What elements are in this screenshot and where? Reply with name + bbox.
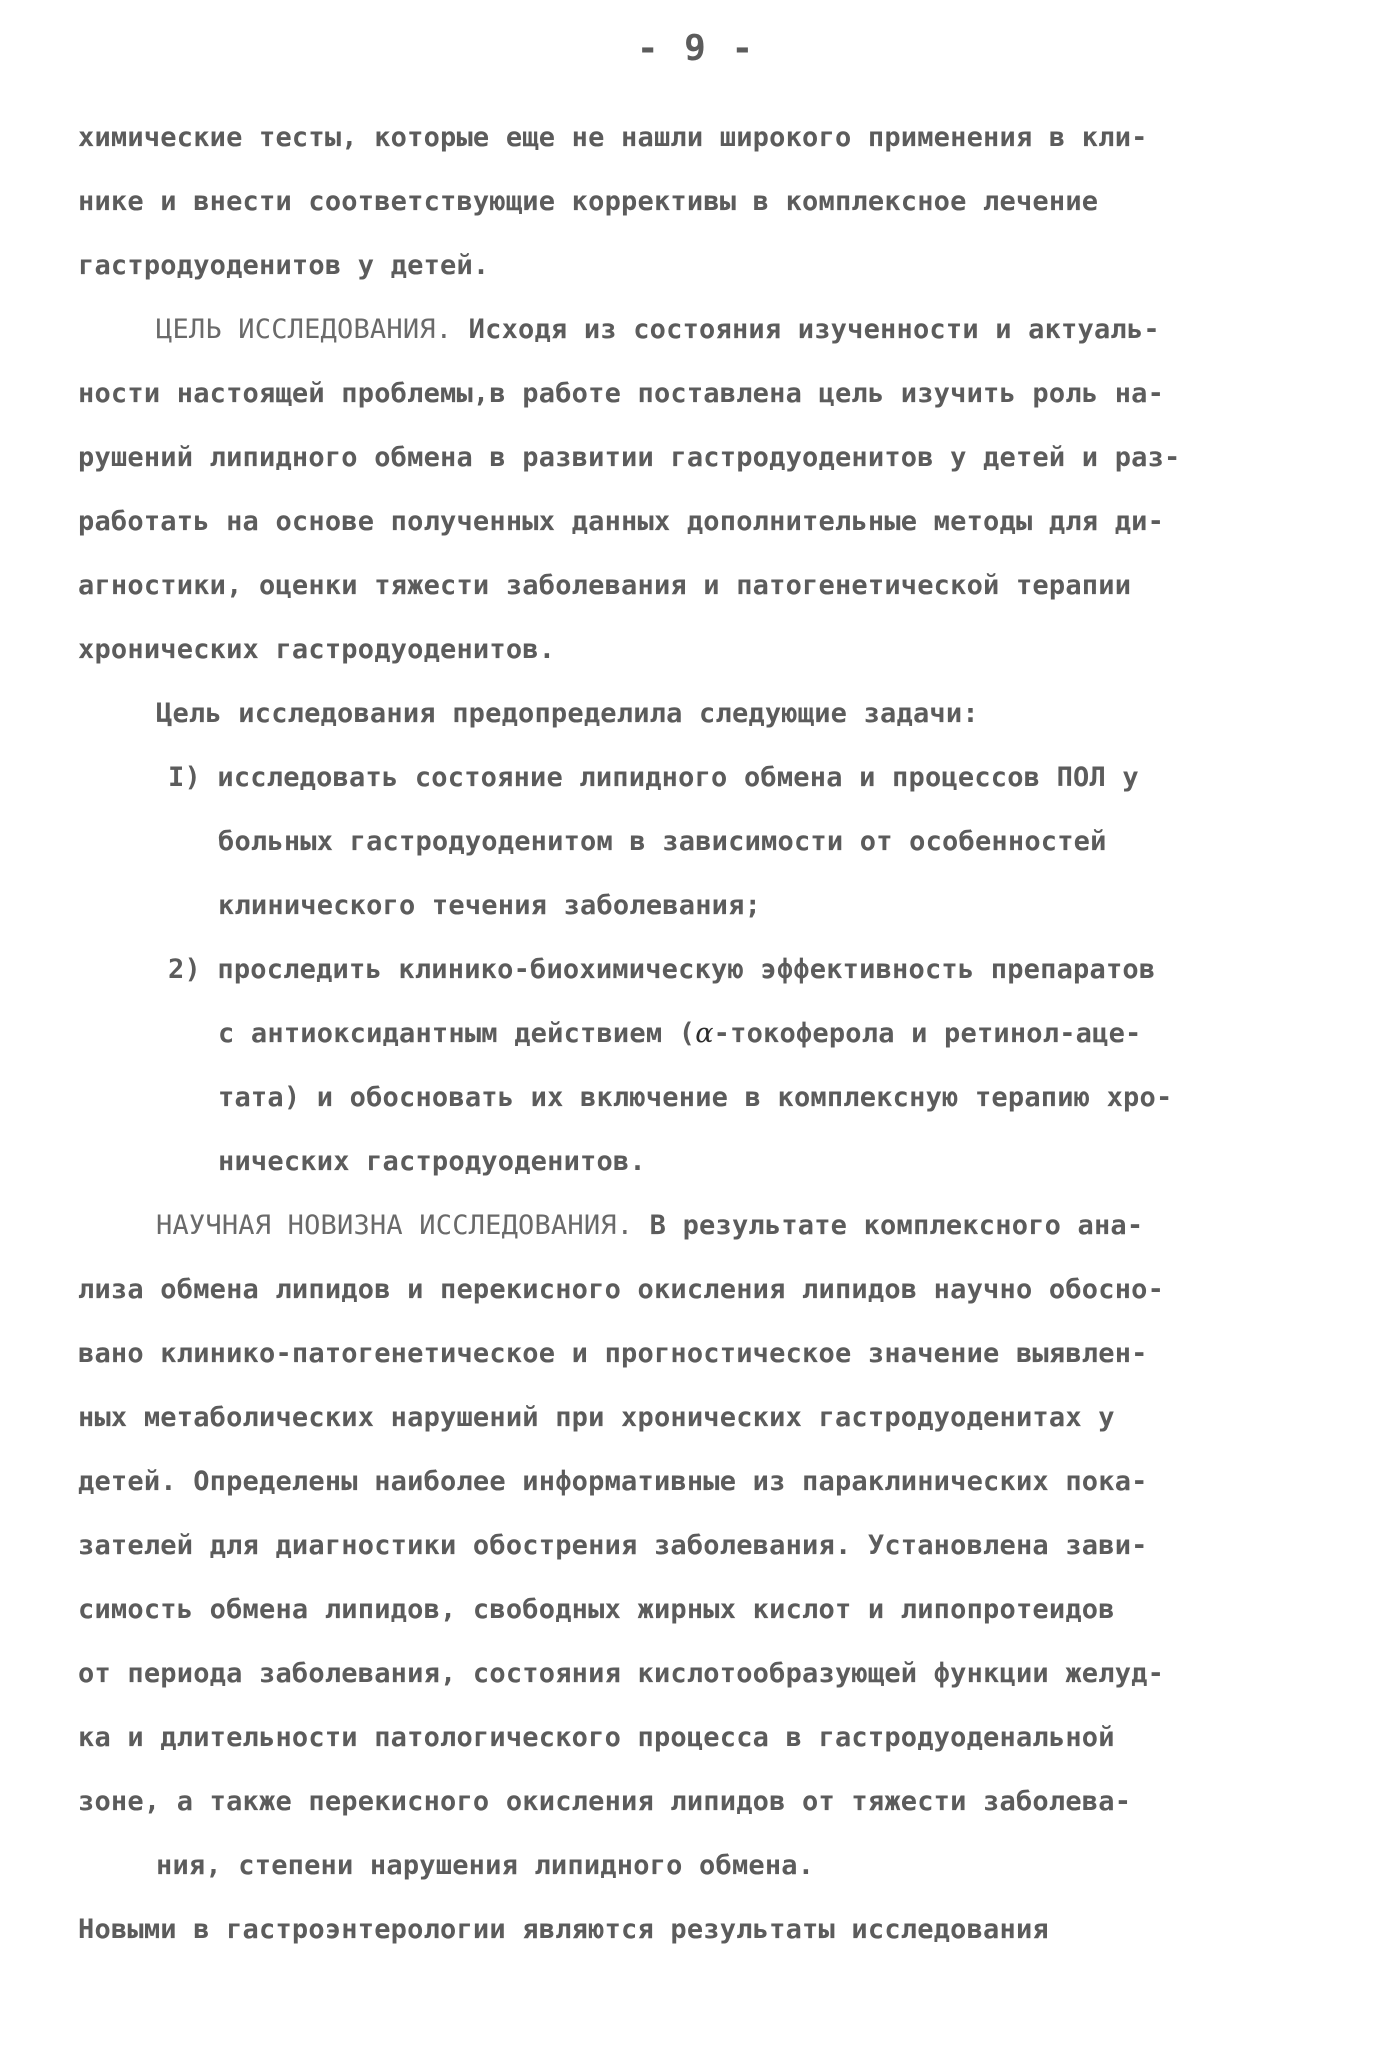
- text-line: хронических гастродуоденитов.: [78, 634, 556, 665]
- section-heading-line: [78, 298, 1318, 362]
- text-line: работать на основе полученных данных дополнительные методы для ди-: [78, 506, 1165, 537]
- text-line: ных метаболических нарушений при хронических гастродуоденитах у: [78, 1402, 1115, 1433]
- section-heading-novelty: НАУЧНАЯ НОВИЗНА ИССЛЕДОВАНИЯ.: [156, 1210, 634, 1241]
- text-run: В результате комплексного ана-: [633, 1210, 1144, 1241]
- text-line: зоне, а также перекисного окисления липидов от тяжести заболева-: [78, 1786, 1132, 1817]
- text-line: от периода заболевания, состояния кислотообразующей функции желуд-: [78, 1658, 1165, 1689]
- section-heading-line: [78, 1194, 1318, 1258]
- list-item-2-continued: нических гастродуоденитов.: [218, 1146, 646, 1177]
- text-line: ния, степени нарушения липидного обмена.: [156, 1850, 815, 1881]
- alpha-symbol: α: [695, 1018, 714, 1049]
- text-line: гастродуоденитов у детей.: [78, 250, 490, 281]
- text-line: агностики, оценки тяжести заболевания и патогенетической терапии: [78, 570, 1132, 601]
- list-item-2: 2) проследить клинико-биохимическую эффективность препаратов: [168, 954, 1156, 985]
- text-line: ка и длительности патологического процесса в гастродуоденальной: [78, 1722, 1115, 1753]
- list-item-1-continued: больных гастродуоденитом в зависимости от особенностей: [218, 826, 1107, 857]
- body-text: [78, 106, 1318, 1962]
- text-line: нике и внести соответствующие коррективы в комплексное лечение: [78, 186, 1099, 217]
- text-line: Новыми в гастроэнтерологии являются результаты исследования: [78, 1914, 1049, 1945]
- text-line: вано клинико-патогенетическое и прогностическое значение выявлен-: [78, 1338, 1148, 1369]
- text-line: Цель исследования предопределила следующие задачи:: [156, 698, 979, 729]
- section-heading-aim: ЦЕЛЬ ИССЛЕДОВАНИЯ.: [156, 314, 453, 345]
- text-line: зателей для диагностики обострения заболевания. Установлена зави-: [78, 1530, 1148, 1561]
- list-item-2-continued: тата) и обосновать их включение в комплексную терапию хро-: [218, 1082, 1173, 1113]
- text-line: химические тесты, которые еще не нашли широкого применения в кли-: [78, 122, 1148, 153]
- text-run: -токоферола и ретинол-аце-: [713, 1018, 1142, 1049]
- list-item-2-continued: [78, 1002, 1318, 1066]
- text-line: детей. Определены наиболее информативные из параклинических пока-: [78, 1466, 1148, 1497]
- text-line: рушений липидного обмена в развитии гастродуоденитов у детей и раз-: [78, 442, 1181, 473]
- list-item-1: I) исследовать состояние липидного обмена и процессов ПОЛ у: [168, 762, 1139, 793]
- page-number: - 9 -: [636, 28, 756, 69]
- text-run: с антиоксидантным действием (: [218, 1018, 696, 1049]
- text-line: ности настоящей проблемы,в работе поставлена цель изучить роль на-: [78, 378, 1165, 409]
- text-line: лиза обмена липидов и перекисного окисления липидов научно обосно-: [78, 1274, 1165, 1305]
- list-item-1-continued: клинического течения заболевания;: [218, 890, 762, 921]
- text-run: Исходя из состояния изученности и актуаль-: [452, 314, 1160, 345]
- text-line: симость обмена липидов, свободных жирных кислот и липопротеидов: [78, 1594, 1115, 1625]
